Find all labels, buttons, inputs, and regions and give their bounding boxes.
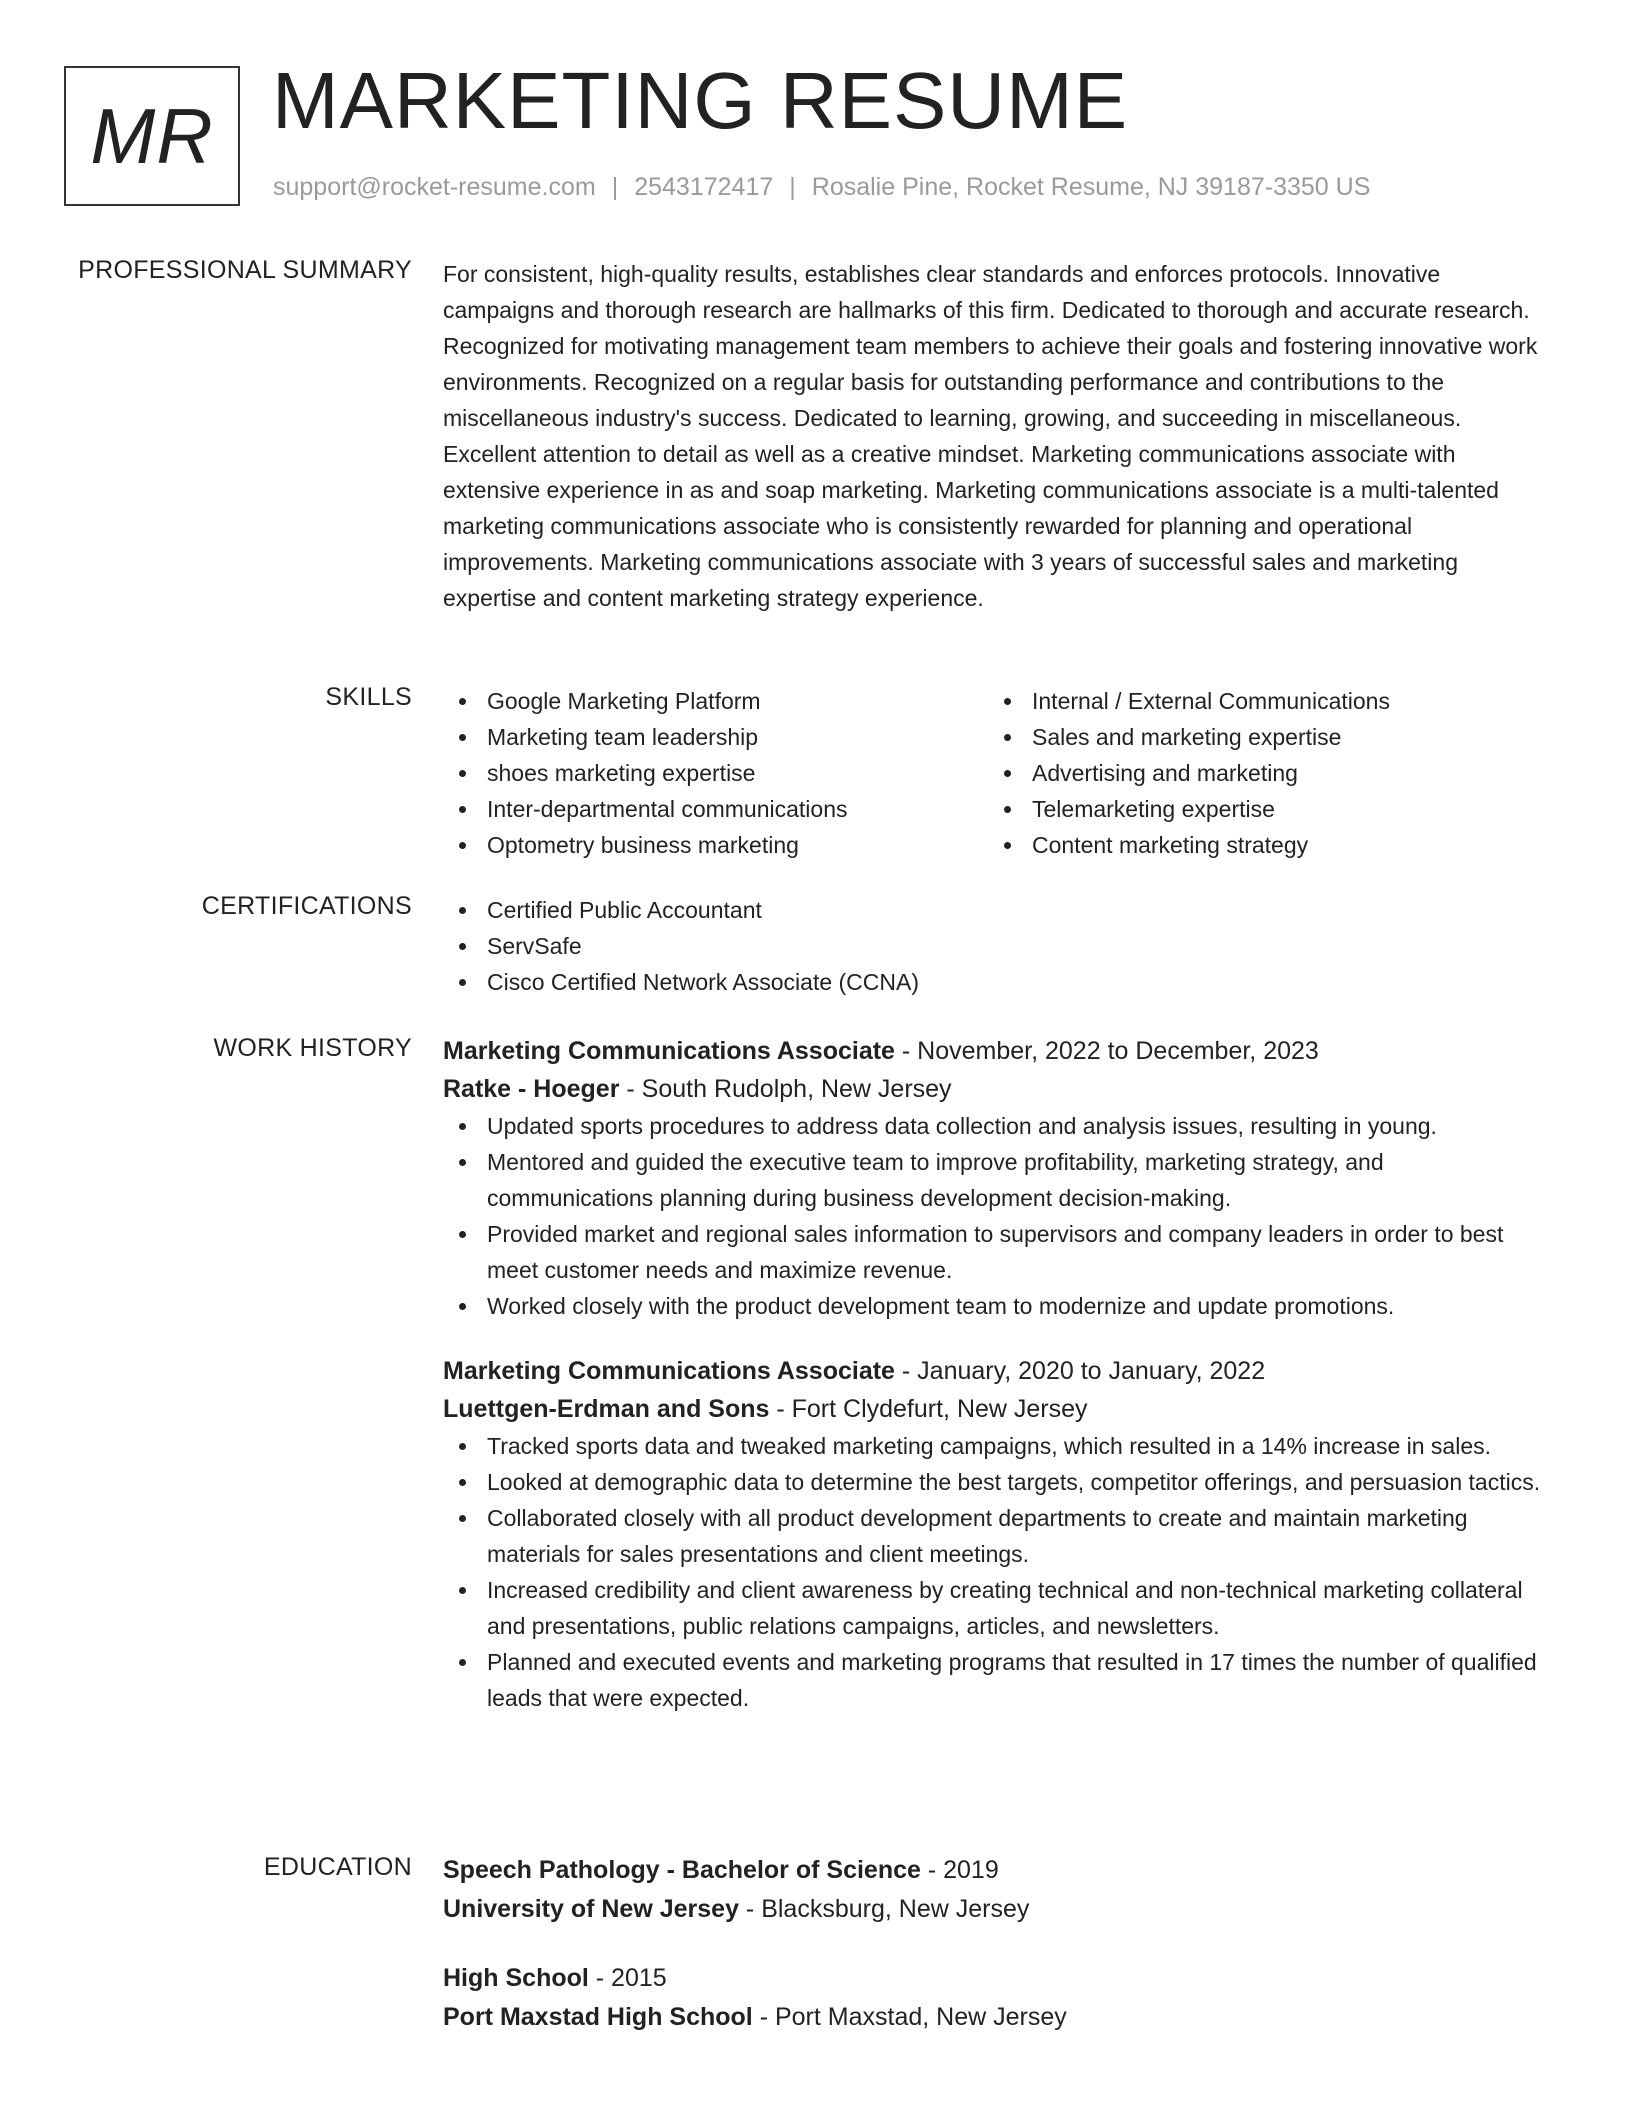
job-location: - South Rudolph, New Jersey xyxy=(619,1075,952,1103)
education-school-line xyxy=(443,1890,1553,1929)
job-company: Ratke - Hoeger xyxy=(443,1075,620,1103)
certification-item: Certified Public Accountant xyxy=(443,892,1553,928)
job-location: - Fort Clydefurt, New Jersey xyxy=(769,1395,1088,1423)
job-bullet: Provided market and regional sales information to supervisors and company leaders in order to best meet customer needs and maximize revenue. xyxy=(443,1216,1553,1288)
contact-address: Rosalie Pine, Rocket Resume, NJ 39187-3350 US xyxy=(811,173,1371,201)
education-school: University of New Jersey xyxy=(443,1895,739,1923)
job-entry xyxy=(443,1032,1553,1324)
education-degree-line xyxy=(443,1959,1553,1998)
work-history-content xyxy=(443,1032,1553,1716)
job-bullets xyxy=(443,1428,1553,1716)
job-title-line xyxy=(443,1032,1553,1070)
education-year: - 2019 xyxy=(920,1856,999,1884)
certifications-list xyxy=(443,892,1553,1000)
job-bullet: Mentored and guided the executive team to improve profitability, marketing strategy, and communications planning during business development decision-making. xyxy=(443,1144,1553,1216)
certification-item: Cisco Certified Network Associate (CCNA) xyxy=(443,964,1553,1000)
certifications-content xyxy=(443,892,1553,1000)
contact-email: support@rocket-resume.com xyxy=(273,173,596,201)
skill-item: Google Marketing Platform xyxy=(443,683,988,719)
skills-list-left xyxy=(443,683,988,863)
skill-item: Content marketing strategy xyxy=(988,827,1533,863)
job-bullet: Collaborated closely with all product development departments to create and maintain marketing materials for sales presentations and client meetings. xyxy=(443,1500,1553,1572)
education-location: - Port Maxstad, New Jersey xyxy=(752,2003,1067,2031)
job-title: Marketing Communications Associate xyxy=(443,1357,895,1385)
education-school: Port Maxstad High School xyxy=(443,2003,753,2031)
contact-phone: 2543172417 xyxy=(634,173,774,201)
skill-item: Advertising and marketing xyxy=(988,755,1533,791)
contact-line xyxy=(273,173,1370,202)
section-label-work-history: WORK HISTORY xyxy=(213,1034,412,1062)
skill-item: Inter-departmental communications xyxy=(443,791,988,827)
skill-item: Optometry business marketing xyxy=(443,827,988,863)
skill-item: Marketing team leadership xyxy=(443,719,988,755)
section-label-summary: PROFESSIONAL SUMMARY xyxy=(78,256,412,284)
skill-item: Telemarketing expertise xyxy=(988,791,1533,827)
certification-item: ServSafe xyxy=(443,928,1553,964)
job-bullet: Tracked sports data and tweaked marketing campaigns, which resulted in a 14% increase in sales. xyxy=(443,1428,1553,1464)
summary-content xyxy=(443,256,1553,616)
job-title: Marketing Communications Associate xyxy=(443,1037,895,1065)
education-content xyxy=(443,1851,1553,2037)
education-degree: Speech Pathology - Bachelor of Science xyxy=(443,1856,921,1884)
contact-separator: | xyxy=(789,173,796,201)
job-company-line xyxy=(443,1070,1553,1108)
job-dates: - November, 2022 to December, 2023 xyxy=(894,1037,1319,1065)
skills-list-right xyxy=(988,683,1533,863)
resume-title: MARKETING RESUME xyxy=(272,56,1129,145)
job-bullet: Looked at demographic data to determine the best targets, competitor offerings, and persuasion tactics. xyxy=(443,1464,1553,1500)
job-bullets xyxy=(443,1108,1553,1324)
education-entry xyxy=(443,1851,1553,1929)
skill-item: shoes marketing expertise xyxy=(443,755,988,791)
monogram-initials: MR xyxy=(90,91,214,180)
job-bullet: Increased credibility and client awareness by creating technical and non-technical marketing collateral and presentations, public relations campaigns, articles, and newsletters. xyxy=(443,1572,1553,1644)
section-label-certifications: CERTIFICATIONS xyxy=(201,892,412,920)
education-entry xyxy=(443,1959,1553,2037)
job-entry xyxy=(443,1352,1553,1716)
job-dates: - January, 2020 to January, 2022 xyxy=(894,1357,1266,1385)
education-school-line xyxy=(443,1998,1553,2037)
job-company-line xyxy=(443,1390,1553,1428)
job-bullet: Planned and executed events and marketing programs that resulted in 17 times the number of qualified leads that were expected. xyxy=(443,1644,1553,1716)
job-company: Luettgen-Erdman and Sons xyxy=(443,1395,770,1423)
section-label-skills: SKILLS xyxy=(325,683,412,711)
summary-text: For consistent, high-quality results, establishes clear standards and enforces protocols. Innovative campaigns and thorough research are hallmarks of this firm. Dedicated to thorough and accurate research. Recognized for motivating management team members to achieve their goals and fostering innovative work environments. Recognized on a regular basis for outstanding performance and contributions to the miscellaneous industry's success. Dedicated to learning, growing, and succeeding in miscellaneous. Excellent attention to detail as well as a creative mindset. Marketing communications associate with extensive experience in as and soap marketing. Marketing communications associate is a multi-talented marketing communications associate who is consistently rewarded for planning and operational improvements. Marketing communications associate with 3 years of successful sales and marketing expertise and content marketing strategy experience. xyxy=(443,261,1538,611)
education-degree: High School xyxy=(443,1964,589,1992)
skills-content xyxy=(443,683,1553,863)
education-year: - 2015 xyxy=(588,1964,667,1992)
skill-item: Sales and marketing expertise xyxy=(988,719,1533,755)
skills-grid xyxy=(443,683,1553,863)
job-bullet: Updated sports procedures to address data collection and analysis issues, resulting in young. xyxy=(443,1108,1553,1144)
contact-separator: | xyxy=(611,173,619,201)
education-degree-line xyxy=(443,1851,1553,1890)
education-location: - Blacksburg, New Jersey xyxy=(738,1895,1030,1923)
job-bullet: Worked closely with the product development team to modernize and update promotions. xyxy=(443,1288,1553,1324)
job-title-line xyxy=(443,1352,1553,1390)
monogram-box xyxy=(64,66,240,206)
section-label-education: EDUCATION xyxy=(263,1853,412,1881)
skill-item: Internal / External Communications xyxy=(988,683,1533,719)
